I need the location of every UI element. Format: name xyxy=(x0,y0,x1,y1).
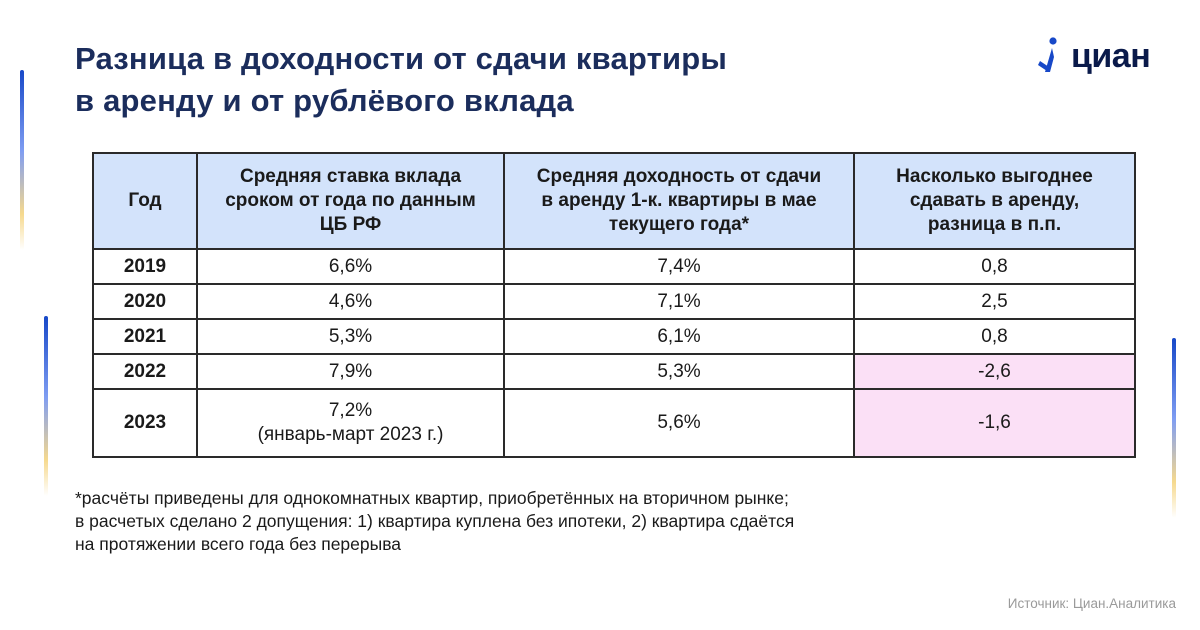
cian-logo xyxy=(1036,36,1150,76)
decorative-stripe xyxy=(1172,338,1176,518)
header-line: ЦБ РФ xyxy=(319,214,382,235)
deposit-rate-line: 5,3% xyxy=(328,325,373,347)
rent-yield-cell: 5,3% xyxy=(504,354,854,389)
table-body xyxy=(93,249,1135,457)
year-cell: 2022 xyxy=(93,354,197,389)
difference-cell: -1,6 xyxy=(854,389,1135,457)
rent-yield-cell: 7,4% xyxy=(504,249,854,284)
deposit-rate-line: 6,6% xyxy=(328,255,373,277)
deposit-rate-line: 4,6% xyxy=(328,290,373,312)
header-line: сдавать в аренду, xyxy=(909,190,1080,211)
title-line: Разница в доходности от сдачи квартиры xyxy=(75,41,728,76)
deposit-rate-cell xyxy=(197,319,504,354)
column-header xyxy=(504,153,854,249)
header-line: в аренду 1-к. квартиры в мае xyxy=(541,190,817,211)
deposit-rate-cell xyxy=(197,389,504,457)
deposit-rate-line: (январь-март 2023 г.) xyxy=(257,424,444,445)
header-line: сроком от года по данным xyxy=(225,190,476,211)
year-cell: 2020 xyxy=(93,284,197,319)
table-row xyxy=(93,319,1135,354)
footnote-line: в расчетых сделано 2 допущения: 1) квартира куплена без ипотеки, 2) квартира сдаётся xyxy=(75,511,795,531)
table-row xyxy=(93,284,1135,319)
footnote-line: на протяжении всего года без перерыва xyxy=(75,534,402,554)
difference-cell: 2,5 xyxy=(854,284,1135,319)
deposit-rate-line: 7,2% xyxy=(328,400,373,421)
rent-yield-cell: 7,1% xyxy=(504,284,854,319)
header-line: Средняя доходность от сдачи xyxy=(536,166,822,187)
header-line: разница в п.п. xyxy=(927,214,1062,235)
header-line: Средняя ставка вклада xyxy=(239,166,462,187)
title-line: в аренду и от рублёвого вклада xyxy=(75,83,574,118)
header-line: Год xyxy=(128,190,162,211)
table-row xyxy=(93,249,1135,284)
footnote xyxy=(75,487,794,556)
logo-text: циан xyxy=(1071,37,1151,75)
decorative-stripe xyxy=(44,316,48,496)
year-cell: 2019 xyxy=(93,249,197,284)
deposit-rate-cell xyxy=(197,284,504,319)
table-row xyxy=(93,389,1135,457)
header-line: Насколько выгоднее xyxy=(896,166,1093,187)
year-cell: 2021 xyxy=(93,319,197,354)
decorative-stripe xyxy=(20,70,24,250)
table-row xyxy=(93,354,1135,389)
table-header-row xyxy=(93,153,1135,249)
source-label: Источник: Циан.Аналитика xyxy=(1007,596,1176,611)
deposit-rate-cell xyxy=(197,354,504,389)
yield-comparison-table xyxy=(92,152,1136,458)
difference-cell: 0,8 xyxy=(854,319,1135,354)
column-header xyxy=(854,153,1135,249)
deposit-rate-line: 7,9% xyxy=(328,360,373,382)
header-line: текущего года* xyxy=(608,214,750,235)
difference-cell: -2,6 xyxy=(854,354,1135,389)
column-header xyxy=(197,153,504,249)
rent-yield-cell: 5,6% xyxy=(504,389,854,457)
rent-yield-cell: 6,1% xyxy=(504,319,854,354)
difference-cell: 0,8 xyxy=(854,249,1135,284)
cian-logo-icon xyxy=(1036,36,1068,76)
deposit-rate-cell xyxy=(197,249,504,284)
column-header xyxy=(93,153,197,249)
year-cell: 2023 xyxy=(93,389,197,457)
page-title xyxy=(75,38,727,122)
footnote-line: *расчёты приведены для однокомнатных квартир, приобретённых на вторичном рынке; xyxy=(75,488,789,508)
